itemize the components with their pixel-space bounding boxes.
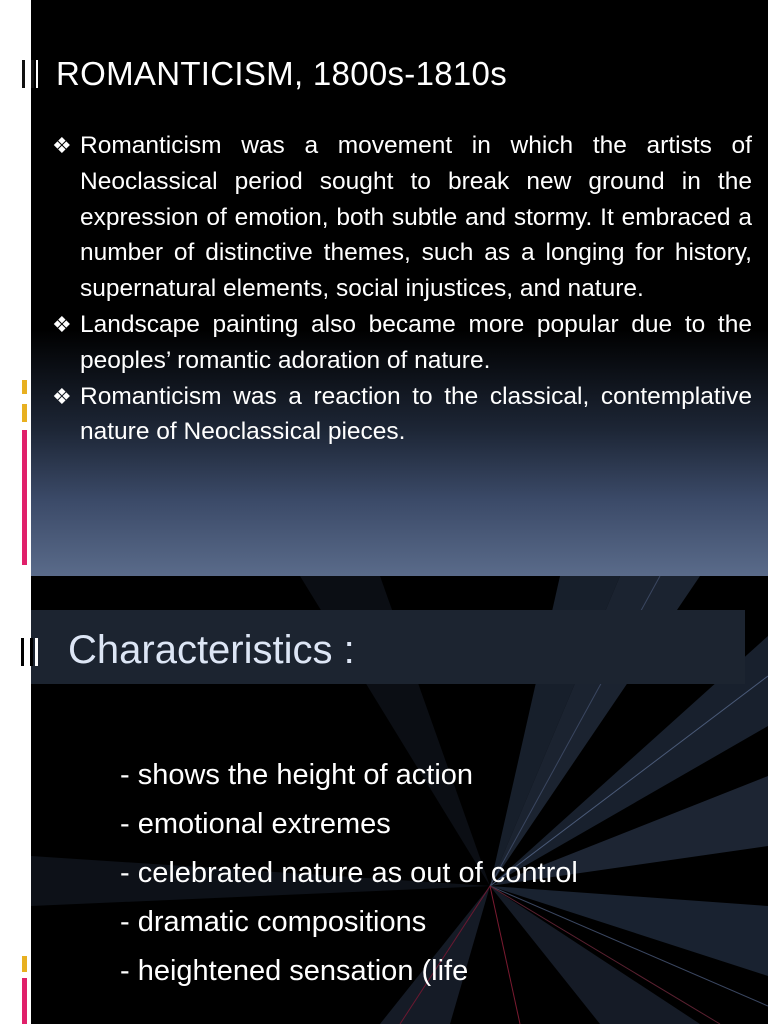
list-item: - heightened sensation (life: [120, 955, 469, 987]
bullet-text: Romanticism was a reaction to the classical, contemplative nature of Neoclassical pieces.: [80, 382, 752, 446]
list-item: - dramatic compositions: [120, 906, 427, 938]
bullet-text: Romanticism was a movement in which the artists of Neoclassical period sought to break new ground in the expression of emotion, both subtle and stormy. It embraced a number of distinctive themes, such as a longing for history, supernatural elements, social injustices, and nature.: [80, 132, 752, 303]
bullet-item: [52, 128, 752, 307]
accent-orange-mark-2: [22, 404, 27, 422]
accent-orange-mark: [22, 380, 27, 394]
accent-magenta-bar: [22, 978, 27, 1024]
list-item: - celebrated nature as out of control: [120, 857, 578, 889]
list-item: - emotional extremes: [120, 808, 391, 840]
bullet-item: [52, 379, 752, 451]
title-bars-icon: [16, 638, 38, 666]
slide-title: Characteristics :: [68, 628, 355, 672]
bullet-text: Landscape painting also became more popular due to the peoples’ romantic adoration of nature.: [80, 310, 752, 374]
accent-magenta-bar: [22, 430, 27, 565]
characteristics-list: [120, 756, 590, 1001]
slide-characteristics: [0, 576, 768, 1024]
bullet-item: [52, 307, 752, 379]
diamond-bullet-icon: ❖: [52, 133, 72, 158]
bullet-list: [52, 128, 752, 450]
title-bars-icon: [18, 60, 38, 88]
list-item: - shows the height of action: [120, 759, 474, 791]
accent-orange-mark: [22, 956, 27, 972]
diamond-bullet-icon: ❖: [52, 311, 72, 337]
diamond-bullet-icon: ❖: [52, 383, 72, 409]
slide-title: ROMANTICISM, 1800s-1810s: [56, 55, 508, 92]
